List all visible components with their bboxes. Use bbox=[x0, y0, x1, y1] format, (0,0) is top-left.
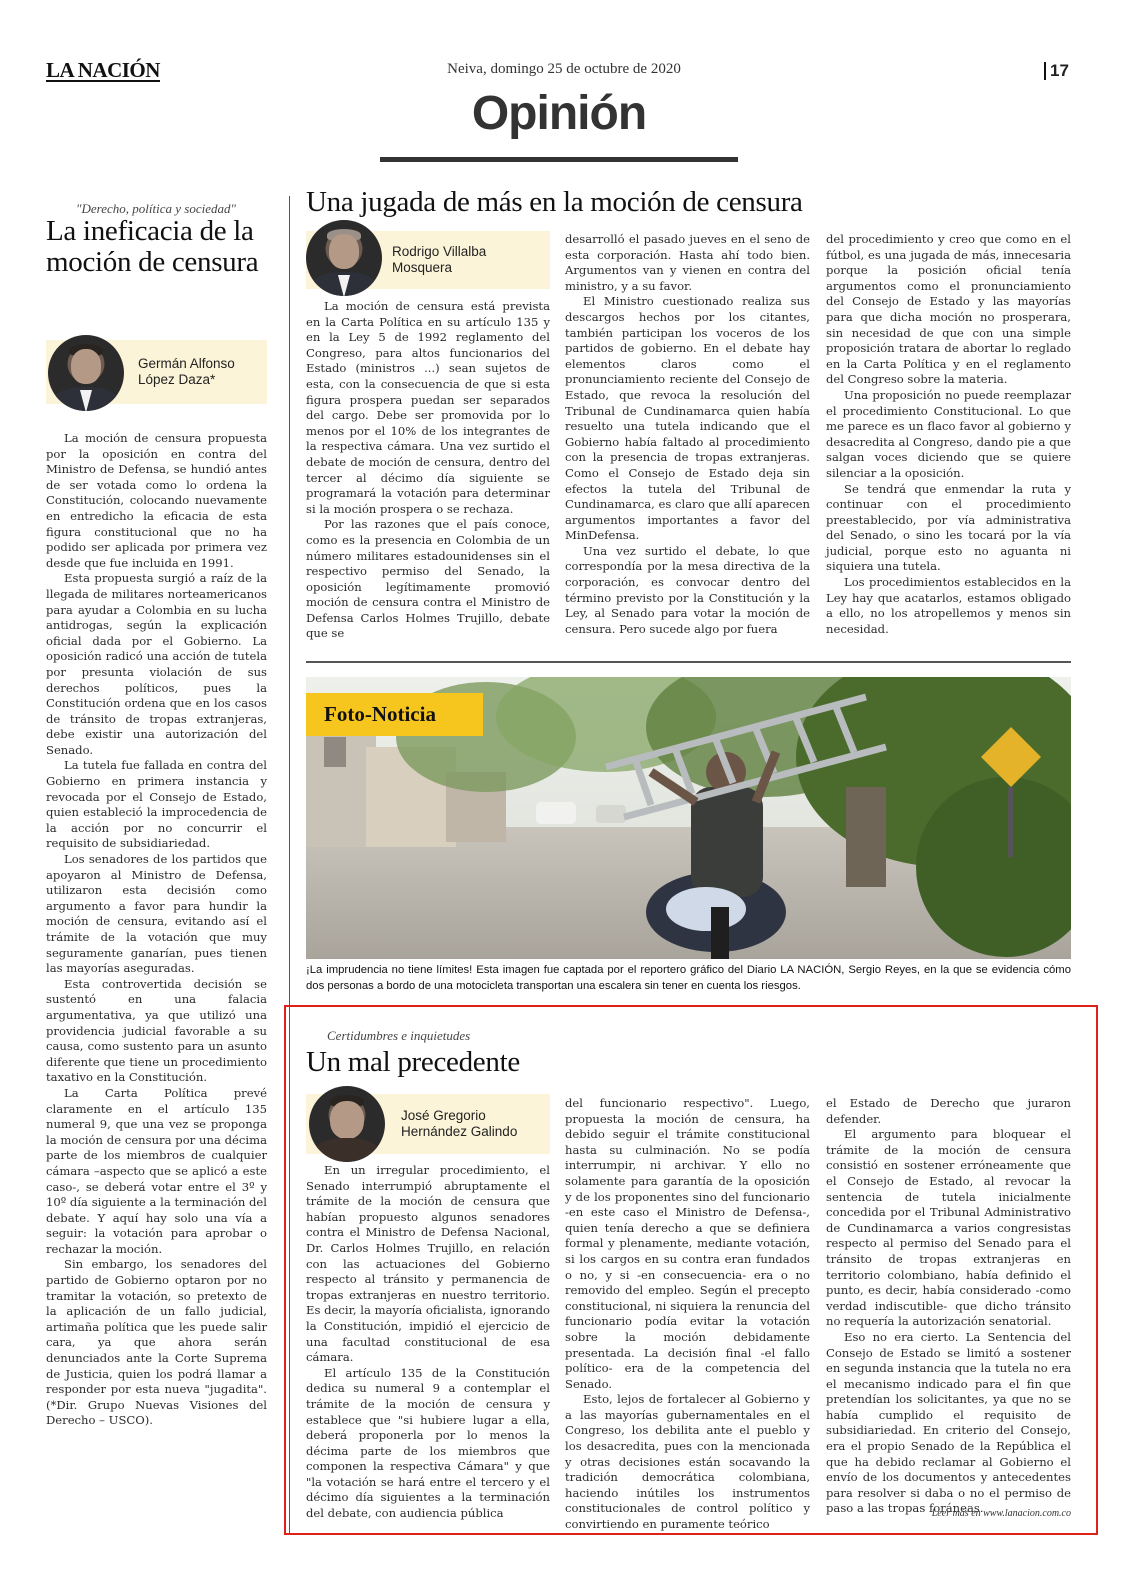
paragraph: Esta propuesta surgió a raíz de la llegada de militares norteamericanos para ayudar a Colombia en su lucha antidrogas, según la explicación oficial dada por el Gobierno. La oposición radicó una acción de tutela por presunta violación de sus derechos políticos, pues la Constitución ordena que en los casos de tránsito de tropas extranjeras, debe existir una autorización del Senado. bbox=[46, 571, 267, 757]
dateline: Neiva, domingo 25 de octubre de 2020 bbox=[447, 61, 681, 77]
top-author-name: Rodrigo Villalba Mosquera bbox=[392, 244, 487, 275]
page-number: 17 bbox=[1044, 62, 1069, 80]
paragraph: En un irregular procedimiento, el Senado interrumpió abruptamente el trámite de la moción de censura que habían propuesto algunos senadores contra el Ministro de Defensa Nacional, Dr. Carlos Holmes Trujillo, en relación con las actuaciones del Gobierno respecto al tránsito y permanencia de tropas extranjeras en nuestro territorio. Es decir, la mayoría oficialista, ignorando la Constitución, impidió el ejercicio de una facultad constitucional de esa cámara. bbox=[306, 1163, 550, 1365]
paragraph: Una proposición no puede reemplazar el procedimiento Constitucional. Lo que me parece es un flaco favor al gobierno y desacredita al Congreso, dando pie a que salgan voces diciendo que se quiere silenciar a la oposición. bbox=[826, 387, 1071, 480]
paragraph: El artículo 135 de la Constitución dedica su numeral 9 a contemplar el trámite de la moción de censura y establece que "si hubiere lugar a ella, deberá proponerla por lo menos la décima parte de los miembros que componen la respectiva Cámara" y que "la votación se hará entre el tercero y el décimo día siguientes a la terminación del debate, con audiencia pública bbox=[306, 1365, 550, 1521]
bottom-headline: Un mal precedente bbox=[306, 1046, 520, 1078]
left-kicker: "Derecho, política y sociedad" bbox=[76, 201, 236, 216]
newspaper-logo: LA NACIÓN bbox=[46, 58, 160, 82]
paragraph: Esto, lejos de fortalecer al Gobierno y a las mayorías gubernamentales en el Congreso, los debilita ante el pueblo y los desacredita, pues con la mencionada y otras decisiones están socavando la tradición democrática colombiana, haciendo inútiles los instrumentos constitucionales de control político y convirtiendo en puramente teórico bbox=[565, 1392, 810, 1532]
paragraph: Sin embargo, los senadores del partido de Gobierno optaron por no tramitar la votación, so pretexto de la aplicación de un fallo judicial, artimaña política que les puede salir cara, ya que ahora serán denunciados ante la Corte Suprema de Justicia, quien los podrá llamar a responder por esta nueva "jugadita". (*Dir. Grupo Nuevas Visiones del Derecho – USCO). bbox=[46, 1257, 267, 1428]
top-article-col2 bbox=[565, 232, 810, 637]
article-divider bbox=[306, 661, 1071, 663]
author-photo bbox=[306, 220, 382, 296]
foto-noticia-tag: Foto-Noticia bbox=[306, 693, 483, 736]
paragraph: Esta controvertida decisión se sustentó en una falacia argumentativa, ya que utilizó una providencia judicial favorable a su causa, como sustento para un asunto diferente que tiene un procedimiento taxativo en la Constitución. bbox=[46, 976, 267, 1085]
photo-caption: ¡La imprudencia no tiene límites! Esta imagen fue captada por el reportero gráfico del Diario LA NACIÓN, Sergio Reyes, en la que se evidencia cómo dos personas a bordo de una motocicleta transportan una escalera sin tener en cuenta los riesgos. bbox=[306, 964, 1071, 992]
bottom-author-name: José Gregorio Hernández Galindo bbox=[401, 1108, 518, 1139]
paragraph: La moción de censura está prevista en la Carta Política en su artículo 135 y en la Ley 5 de 1992 reglamento del Congreso, para altos funcionarios del Estado (ministros ...) sean sujetos de esta, con la consecuencia de que si esta figura prospera puedan ser separados del cargo. Debe ser promovida por lo menos por el 10% de los integrantes de la respectiva cámara. Una vez surtido el debate de moción de censura, dentro del tercer al décimo día siguiente se programará la votación para determinar si la moción prospera o se rechaza. bbox=[306, 299, 550, 516]
left-author-name: Germán Alfonso López Daza* bbox=[138, 356, 235, 387]
author-photo bbox=[48, 335, 124, 411]
left-author-box bbox=[46, 340, 267, 404]
section-underline bbox=[380, 157, 738, 162]
paragraph: Los procedimientos establecidos en la Ley hay que acatarlos, estamos obligado a ello, no los atropellemos y menos sin necesidad. bbox=[826, 575, 1071, 636]
paragraph: La moción de censura propuesta por la oposición en contra del Ministro de Defensa, se hundió antes de ser votada como lo ordena la Constitución, colocando nuevamente en entredicho la eficacia de esta figura constitucional que no ha podido ser aplicada por primera vez desde que fue incluida en 1991. bbox=[46, 431, 267, 570]
bottom-kicker: Certidumbres e inquietudes bbox=[327, 1028, 471, 1043]
paragraph: La tutela fue fallada en contra del Gobierno en primera instancia y revocada por el Consejo de Estado, quien estableció la improcedencia de la acción por no concurrir el requisito de subsidiariedad. bbox=[46, 758, 267, 851]
bottom-article-col1 bbox=[306, 1163, 550, 1522]
paragraph: Por las razones que el país conoce, como es la presencia en Colombia de un número militares estadounidenses sin el respectivo permiso del Senado, la oposición legítimamente promovió moción de censura contra el Ministro de Defensa Carlos Holmes Trujillo, debate que se bbox=[306, 517, 550, 641]
paragraph: Los senadores de los partidos que apoyaron al Ministro de Defensa, utilizaron esta decisión como argumento a favor para hundir la moción de censura, evitando así el trámite de la votación que muy seguramente ganarían, pues tienen las mayorías aseguradas. bbox=[46, 852, 267, 976]
top-author-box bbox=[306, 231, 550, 289]
section-title: Opinión bbox=[471, 87, 647, 140]
paragraph: Una vez surtido el debate, lo que correspondía por la mesa directiva de la corporación, es convocar dentro del término previsto por la Constitución y la Ley, al Senado para votar la moción de censura. Pero sucede algo por fuera bbox=[565, 543, 810, 636]
paragraph: del funcionario respectivo". Luego, propuesta la moción de censura, ha debido seguir el trámite constitucional hasta su culminación. No se podía interrumpir, ni archivar. Y ello no solamente para garantía de la oposición y de los proponentes sino del funcionario -en este caso el Ministro de Defensa-, quien tenía derecho a que se definiera formal y plenamente, mediante votación, si los cargos en su contra eran fundados o no, y si -en consecuencia- era o no removido del empleo. Según el precepto constitucional, ni siquiera la renuncia del funcionario podía evitar la votación sobre la moción debidamente presentada. La decisión final -el fallo político- era de la competencia del Senado. bbox=[565, 1096, 810, 1391]
bottom-author-box bbox=[306, 1094, 550, 1154]
paragraph: el Estado de Derecho que juraron defender. bbox=[826, 1096, 1071, 1126]
paragraph: del procedimiento y creo que como en el fútbol, es una jugada de más, innecesaria porque la posición oficial tenía argumentos como el pronunciamiento del Consejo de Estado y las mayorías para que dicha moción no prosperara, sin necesidad de que con una simple proposición tratara de abortar lo reglado en la Carta Política y en el reglamento del Congreso sobre la materia. bbox=[826, 232, 1071, 387]
top-headline: Una jugada de más en la moción de censura bbox=[306, 186, 803, 218]
bottom-article-col3 bbox=[826, 1096, 1071, 1517]
paragraph: desarrolló el pasado jueves en el seno de esta corporación. Hasta ahí todo bien. Argumentos van y vienen en contra del ministro, y a su favor. bbox=[565, 232, 810, 293]
paragraph: La Carta Política prevé claramente en el artículo 135 numeral 9, que una vez se proponga la moción de censura por una décima parte de los miembros de cualquier cámara –aspecto que se aplicó a este caso-, se deberá votar entre el 3º y 10º día siguiente a la terminación del debate. Y aquí hay solo una vía a seguir: la votación para aprobar o rechazar la moción. bbox=[46, 1085, 267, 1256]
left-headline: La ineficacia de la moción de censura bbox=[46, 215, 259, 278]
bottom-article-col2 bbox=[565, 1096, 810, 1533]
paragraph: El Ministro cuestionado realiza sus descargos hechos por los citantes, también participan los voceros de los partidos de gobierno. En el debate hay elementos claros como el pronunciamiento reciente del Consejo de Estado, que revoca la resolución del Tribunal de Cundinamarca quien había resuelto una tutela indicando que el Gobierno había faltado al procedimiento con la presencia de tropas extranjeras. Como el Consejo de Estado deja sin efectos la tutela del Tribunal de Cundinamarca, es claro que allí aparecen argumentos importantes a favor del MinDefensa. bbox=[565, 294, 810, 543]
left-article-body bbox=[46, 431, 267, 1429]
paragraph: Eso no era cierto. La Sentencia del Consejo de Estado se limitó a sostener en segunda instancia que la tutela no era el mecanismo indicado para el fin que pretendían los solicitantes, ya que no se había cumplido el requisito de subsidiariedad. En criterio del Consejo, era el propio Senado de la República el que ha debido reclamar al Gobierno el envío de los documentos y antecedentes para resolver si daba o no el permiso de paso a las tropas foráneas. bbox=[826, 1329, 1071, 1516]
paragraph: Se tendrá que enmendar la ruta y continuar con el procedimiento preestablecido, por vía administrativa del Senado, o sino les tocará por la vía judicial, porque esto no aguanta ni siquiera una tutela. bbox=[826, 481, 1071, 574]
top-article-col1 bbox=[306, 299, 550, 642]
top-article-col3 bbox=[826, 232, 1071, 637]
author-photo bbox=[309, 1086, 385, 1162]
paragraph: El argumento para bloquear el trámite de la moción de censura consistió en sostener erróneamente que el Consejo de Estado, al revocar la sentencia de tutela inicialmente concedida por el Tribunal Administrativo de Cundinamarca a varios congresistas respecto al permiso del Senado para el tránsito de tropas extranjeras en territorio colombiano, había definido el punto, es decir, había considerado -como verdad indiscutible- que dicho tránsito no requería la autorización senatorial. bbox=[826, 1127, 1071, 1329]
read-more-link[interactable]: Leer más en www.lanacion.com.co bbox=[931, 1508, 1071, 1519]
